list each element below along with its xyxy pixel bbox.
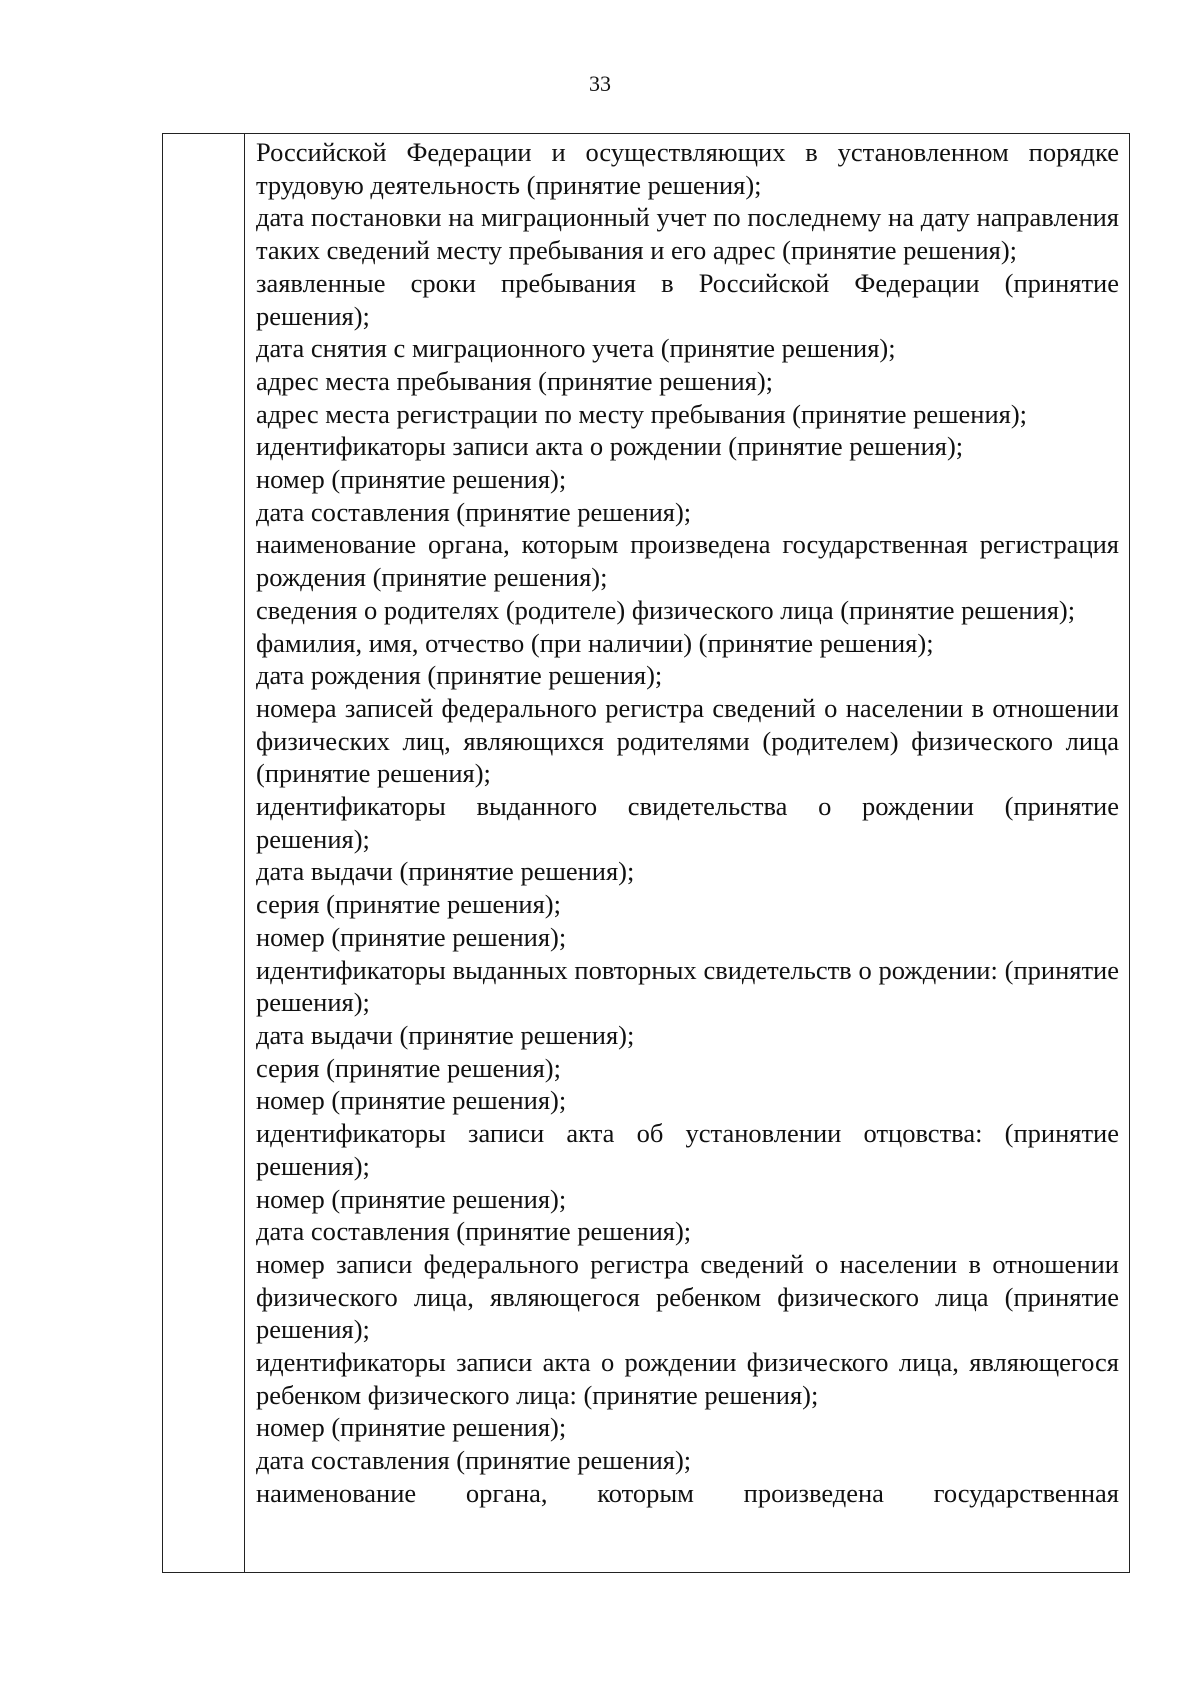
table-line: идентификаторы выданных повторных свидетельств о рождении: (принятие решения);	[256, 954, 1119, 1018]
table-line: идентификаторы записи акта об установлении отцовства: (принятие решения);	[256, 1118, 1119, 1181]
table-line: наименование органа, которым произведена государственная	[256, 1477, 1119, 1508]
table-line: заявленные сроки пребывания в Российской Федерации (принятие решения);	[256, 267, 1119, 331]
table-line: адрес места регистрации по месту пребывания (принятие решения);	[256, 398, 1028, 429]
table-line: номер (принятие решения);	[256, 1412, 567, 1443]
table-left-column	[163, 134, 245, 1572]
table-line: идентификаторы записи акта о рождении (принятие решения);	[256, 431, 964, 462]
table-line: дата снятия с миграционного учета (принятие решения);	[256, 333, 896, 364]
table-right-column	[245, 134, 1129, 1572]
table-line: дата составления (принятие решения);	[256, 1216, 692, 1247]
table-line: дата составления (принятие решения);	[256, 1445, 692, 1476]
table-line: дата выдачи (принятие решения);	[256, 856, 635, 887]
table-line: номер (принятие решения);	[256, 464, 567, 495]
table-line: номера записей федерального регистра сведений о населении в отношении физических лиц, являющихся родителями (родителем) физического лица (принятие решения);	[256, 692, 1119, 789]
table-line: сведения о родителях (родителе) физического лица (принятие решения);	[256, 594, 1076, 625]
page-number: 33	[589, 71, 611, 96]
table-line: адрес места пребывания (принятие решения);	[256, 365, 774, 396]
table-line: номер записи федерального регистра сведений о населении в отношении физического лица, являющегося ребенком физического лица (принятие решения);	[256, 1248, 1119, 1345]
table-line: идентификаторы выданного свидетельства о рождении (принятие решения);	[256, 791, 1119, 854]
table-line: серия (принятие решения);	[256, 1052, 561, 1083]
table-line: идентификаторы записи акта о рождении физического лица, являющегося ребенком физического лица: (принятие решения);	[256, 1347, 1119, 1410]
table-line: Российской Федерации и осуществляющих в установленном порядке трудовую деятельность (принятие решения);	[256, 137, 1119, 200]
table-line: наименование органа, которым произведена государственная регистрация рождения (принятие решения);	[256, 529, 1119, 593]
table-line: дата выдачи (принятие решения);	[256, 1019, 635, 1050]
table-line: номер (принятие решения);	[256, 1183, 567, 1214]
table-line: дата постановки на миграционный учет по последнему на дату направления таких сведений месту пребывания и его адрес (принятие решения);	[256, 202, 1119, 266]
table-line: фамилия, имя, отчество (при наличии) (принятие решения);	[256, 627, 934, 658]
table-line: номер (принятие решения);	[256, 1085, 567, 1116]
table-line: дата рождения (принятие решения);	[256, 660, 663, 691]
document-table	[162, 133, 1130, 1573]
table-line: серия (принятие решения);	[256, 889, 561, 920]
table-line: номер (принятие решения);	[256, 921, 567, 952]
table-line: дата составления (принятие решения);	[256, 496, 692, 527]
